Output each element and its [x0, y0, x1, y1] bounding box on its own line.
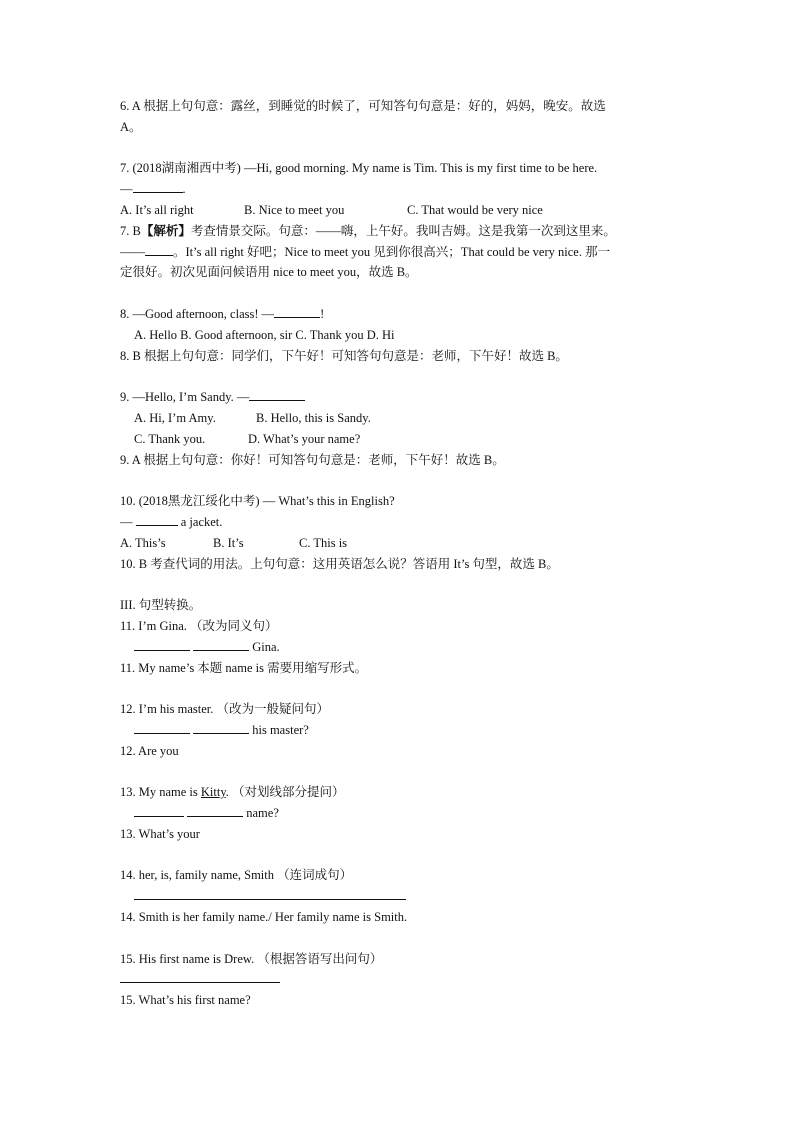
q7-blank-line: [120, 179, 680, 200]
q11-blank-1[interactable]: [134, 637, 190, 651]
q8-question: [120, 304, 680, 325]
q7-option-c: C. That would be very nice: [407, 202, 543, 217]
q6-answer-cont: A。: [120, 119, 142, 134]
q9-option-c: C. Thank you.: [134, 431, 206, 446]
q7-answer-blank: [145, 242, 173, 256]
q12-blank-1[interactable]: [134, 720, 190, 734]
q10-option-c: C. This is: [299, 535, 348, 550]
q12-question: 12. I’m his master. （改为一般疑问句）: [120, 702, 330, 717]
q15-blank[interactable]: [120, 969, 280, 983]
q13-question-end: . （对划线部分提问）: [225, 785, 345, 800]
q15-fill-line: [120, 969, 680, 990]
q9-options-row2: [120, 429, 680, 450]
q10-fill-line: [120, 512, 680, 533]
q14-fill-line: [120, 886, 680, 907]
q8-question-end: !: [320, 306, 325, 321]
q10-question: 10. (2018黑龙江绥化中考) — What’s this in English?: [120, 494, 395, 509]
q7-answer-prefix: 7. B: [120, 223, 141, 238]
q10-options: [120, 533, 680, 554]
q12-blank-2[interactable]: [193, 720, 249, 734]
q8-options: A. Hello B. Good afternoon, sir C. Thank you D. Hi: [134, 327, 395, 342]
q10-blank[interactable]: [136, 512, 178, 526]
q7-answer: [120, 221, 680, 242]
q7-option-a: A. It’s all right: [120, 202, 194, 217]
section3-title: III. 句型转换。: [120, 598, 202, 613]
q11-blank-2[interactable]: [193, 637, 249, 651]
q11-question: 11. I’m Gina. （改为同义句）: [120, 618, 278, 633]
q13-answer: 13. What’s your: [120, 826, 200, 841]
q13-blank-1[interactable]: [134, 803, 184, 817]
q13-fill-line: [120, 803, 680, 824]
q9-question-text: 9. —Hello, I’m Sandy. —: [120, 390, 250, 405]
q7-answer-line2-text: 。It’s all right 好吧；Nice to meet you 见到你很高兴；That could be very nice. 那一: [173, 244, 611, 259]
q14-question: 14. her, is, family name, Smith （连词成句）: [120, 868, 353, 883]
q15-answer: 15. What’s his first name?: [120, 993, 251, 1008]
q13-question-start: 13. My name is: [120, 785, 201, 800]
q7-options: [120, 200, 680, 221]
q13-blank-2[interactable]: [187, 803, 243, 817]
q9-answer: 9. A 根据上句句意：你好！可知答句句意是：老师，下午好！故选 B。: [120, 452, 505, 467]
q6-answer: 6. A 根据上句句意：露丝，到睡觉的时候了，可知答句句意是：好的，妈妈，晚安。故选: [120, 99, 606, 113]
q7-option-b: B. Nice to meet you: [244, 202, 345, 217]
q9-blank[interactable]: [249, 387, 305, 401]
document-content: [120, 96, 680, 1011]
q13-question: [120, 782, 680, 803]
q7-answer-line2: [120, 242, 680, 263]
q9-question: [120, 387, 680, 408]
q9-option-d: D. What’s your name?: [248, 431, 361, 446]
q7-blank[interactable]: [133, 179, 183, 193]
q13-fill-tail: name?: [243, 806, 279, 821]
q12-fill-tail: his master?: [249, 722, 309, 737]
q14-blank[interactable]: [134, 886, 406, 900]
q10-option-a: A. This’s: [120, 535, 166, 550]
q11-fill-tail: Gina.: [249, 639, 280, 654]
q13-underlined-word: Kitty: [200, 785, 226, 800]
q14-answer: 14. Smith is her family name./ Her family name is Smith.: [120, 910, 408, 925]
q10-dash: —: [120, 514, 136, 529]
q7-answer-tag: 【解析】: [140, 223, 191, 238]
q9-option-a: A. Hi, I’m Amy.: [134, 410, 216, 425]
q7-answer-line2-prefix: ——: [120, 244, 145, 259]
q9-option-b: B. Hello, this is Sandy.: [256, 410, 371, 425]
q11-answer: 11. My name’s 本题 name is 需要用缩写形式。: [120, 660, 368, 675]
q9-options-row1: [120, 408, 680, 429]
q8-question-text: 8. —Good afternoon, class! —: [120, 306, 275, 321]
q8-answer: 8. B 根据上句句意：同学们，下午好！可知答句句意是：老师，下午好！故选 B。: [120, 348, 568, 363]
q12-answer: 12. Are you: [120, 743, 179, 758]
q7-answer-text: 考查情景交际。句意：——嗨，上午好。我叫吉姆。这是我第一次到这里来。: [190, 223, 616, 238]
q10-answer: 10. B 考查代词的用法。上句句意：这用英语怎么说？答语用 It’s 句型，故选 B。: [120, 556, 559, 571]
q7-answer-line3: 定很好。初次见面问候语用 nice to meet you，故选 B。: [120, 265, 418, 280]
q12-fill-line: [120, 720, 680, 741]
q10-option-b: B. It’s: [213, 535, 244, 550]
q8-blank[interactable]: [274, 304, 320, 318]
q7-dash: —: [120, 182, 133, 197]
q15-question: 15. His first name is Drew. （根据答语写出问句）: [120, 951, 383, 966]
q7-dot: .: [182, 182, 186, 197]
q11-fill-line: [120, 637, 680, 658]
q10-fill-tail: a jacket.: [177, 514, 223, 529]
q7-question: 7. (2018湖南湘西中考) —Hi, good morning. My name is Tim. This is my first time to be here.: [120, 161, 598, 176]
